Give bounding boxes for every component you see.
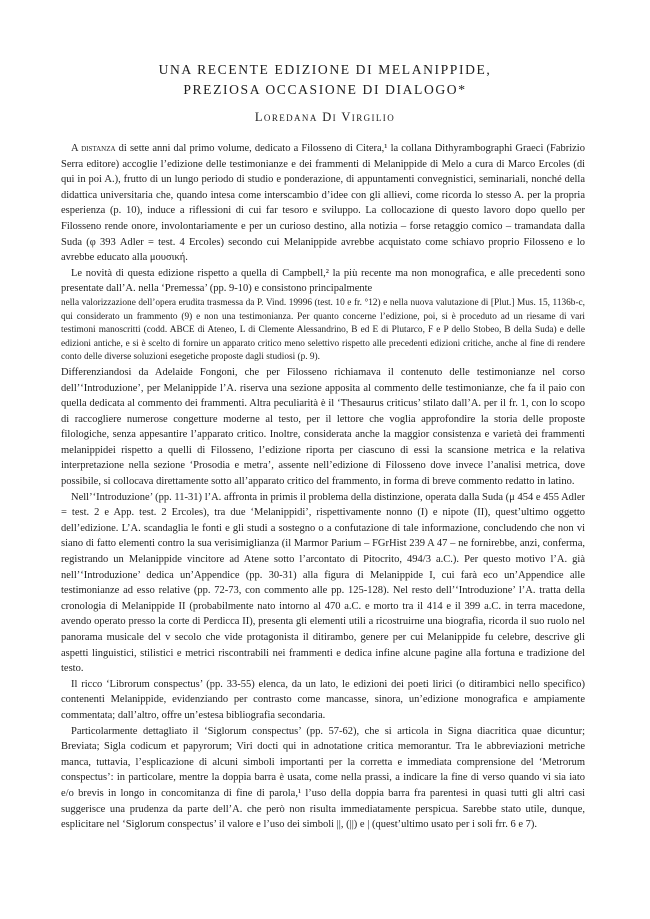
paragraph-2: Le novità di questa edizione rispetto a quella di Campbell,² la più recente ma non monografica, e alle precedenti sono presentate dall’A. nella ‘Premessa’ (pp. 9-10) e consistono principalmente — [61, 267, 585, 295]
block-quote: nella valorizzazione dell’opera erudita trasmessa da P. Vind. 19996 (test. 10 e fr. °12) e nella nuova valutazione di [Plut.] Mus. 15, 1136b-c, qui considerato un frammento (9) e non una testimonianza. Per quanto concerne l’edizione, poi, si è proceduto ad un riesame di vari testimoni manoscritti (codd. ABCE di Ateneo, L di Clemente Alessandrino, B ed E di Plutarco, F e P dello Stobeo, B della Suda) e delle edizioni antiche, e si è scelto di fornire un apparato critico meno selettivo rispetto alle precedenti edizioni critiche, anche al fine di rendere conto delle diverse soluzioni esegetiche proposte dagli studiosi (p. 9). — [61, 297, 585, 363]
paragraph-1-dropcap: A distanza — [71, 143, 116, 154]
title-footnote-marker: * — [458, 82, 467, 97]
paragraph-5: Il ricco ‘Librorum conspectus’ (pp. 33-55) elenca, da un lato, le edizioni dei poeti lirici (o ditirambici nello specifico) contenenti Melanippide, evidenziando per contrasto come mancasse, sinora, un’edizione monografica e ampiamente commentata; dall’altro, offre un’estesa bibliografia secondaria. — [61, 678, 585, 721]
title-line-2-text: PREZIOSA OCCASIONE DI DIALOGO — [183, 82, 459, 97]
article-author: Loredana Di Virgilio — [254, 110, 396, 124]
paragraph-3: Differenziandosi da Adelaide Fongoni, che per Filosseno richiamava il contenuto delle testimonianze nel corso dell’‘Introduzione’, per Melanippide l’A. riserva una sezione apposita al commento delle testimonianze, che fa il paio con quella dedicata al commento dei frammenti. Altra peculiarità è il ‘Thesaurus criticus’ stilato dall’A. per il fr. 1, con lo scopo di raccogliere numerose congetture moderne al testo, per il lettore che voglia approfondire la storia delle proposte filologiche, senza appesantire l’apparato critico. Inoltre, considerata anche la maggior consistenza e varietà dei frammenti melanippidei rispetto a quelli di Filosseno, l’edizione riporta per ciascuno di essi la scansione metrica e la relativa interpretazione nella sezione ‘Prosodia e metra’, assente nell’edizione di Filosseno dove invece l’analisi metrica, dove possibile, si collocava direttamente sotto all’apparato critico del frammento, in forma di breve commento redatto in latino. — [61, 366, 585, 488]
article-body — [61, 141, 585, 833]
paragraph-1 — [61, 141, 585, 266]
article-title — [0, 60, 650, 100]
paragraph-1-text: di sette anni dal primo volume, dedicato a Filosseno di Citera,¹ la collana Dithyrambographi Graeci (Fabrizio Serra editore) accoglie l’edizione delle testimonianze e dei frammenti di Melanippide di Melo a cura di Marco Ercoles (di qui in poi A.), frutto di un lungo periodo di studio e ponderazione, di appuntamenti convegnistici, seminariali, nonché della didattica universitaria che, quando intesa come interscambio d’idee con gli allievi, come ricorda lo stesso A. per la propria esperienza (p. 10), induce a riflessioni di cui far tesoro e sviluppo. La collocazione di questo lavoro dopo quello per Filosseno rende onore, involontariamente e per un curioso destino, alla notizia – forse retaggio comico – tramandata dalla Suda (φ 393 Adler = test. 4 Ercoles) secondo cui Melanippide avrebbe acquistato come schiavo proprio Filosseno e lo avrebbe educato alla μουσική. — [61, 143, 585, 264]
title-line-2 — [0, 80, 650, 100]
paragraph-4: Nell’‘Introduzione’ (pp. 11-31) l’A. affronta in primis il problema della distinzione, operata dalla Suda (μ 454 e 455 Adler = test. 2 e App. test. 2 Ercoles), tra due ‘Melanippidi’, rispettivamente nonno (I) e nipote (II), quest’ultimo oggetto dell’edizione. L’A. scandaglia le fonti e gli studi a sostegno o a confutazione di tale informazione, concludendo che non vi siano di fatto elementi contro la sua verisimiglianza (il Marmor Parium – FGrHist 239 A 47 – ne fornirebbe, anzi, conferma, registrando un Melanippide vincitore ad Atene sotto l’arcontato di Pitocrito, 494/3 a.C.). Per questo motivo l’A. già nell’‘Introduzione’ dedica un’Appendice (pp. 30-31) alla figura di Melanippide I, cui farà eco un’Appendice alle testimonianze ad esso relative (pp. 72-73, con commento alle pp. 125-128). Nel resto dell’‘Introduzione’ l’A. tratta della cronologia di Melanippide II (probabilmente nato intorno al 470 a.C. e morto tra il 414 e il 399 a.C. in terra macedone, avendo operato presso la corte di Perdicca II), presenta gli elementi utili a ricostruirne una biografia, ricorda il suo ruolo nel panorama musicale del v secolo che vide protagonista il ditirambo, genere per cui Melanippide fu celebre, descrive gli aspetti linguistici, stilistici e metrici riscontrabili nei frammenti e dedica infine alcune pagine alla fortuna e tradizione del testo. — [61, 491, 585, 675]
paragraph-6: Particolarmente dettagliato il ‘Siglorum conspectus’ (pp. 57-62), che si articola in Signa diacritica quae dicuntur; Breviata; Sigla codicum et papyrorum; Viri docti qui in adnotatione critica memorantur. Tra le abbreviazioni metriche manca, tuttavia, l’esplicazione di alcuni simboli importanti per la corretta e immediata comprensione del ‘Metrorum conspectus’: in particolare, mentre la doppia barra è usata, come nella prassi, a indicare la fine di verso quando vi sia iato e/o brevis in longo in concomitanza di fine di parola,¹ l’uso della doppia barra fra parentesi in quasi tutti gli altri casi suggerisce una prudenza da parte dell’A. che però non risulta immediatamente perspicua. Sarebbe stato utile, dunque, esplicitare nel ‘Siglorum conspectus’ il valore e l’uso dei simboli ||, (||) e | (quest’ultimo usato per i soli frr. 6 e 7). — [61, 725, 585, 831]
title-line-1: UNA RECENTE EDIZIONE DI MELANIPPIDE, — [158, 62, 492, 77]
